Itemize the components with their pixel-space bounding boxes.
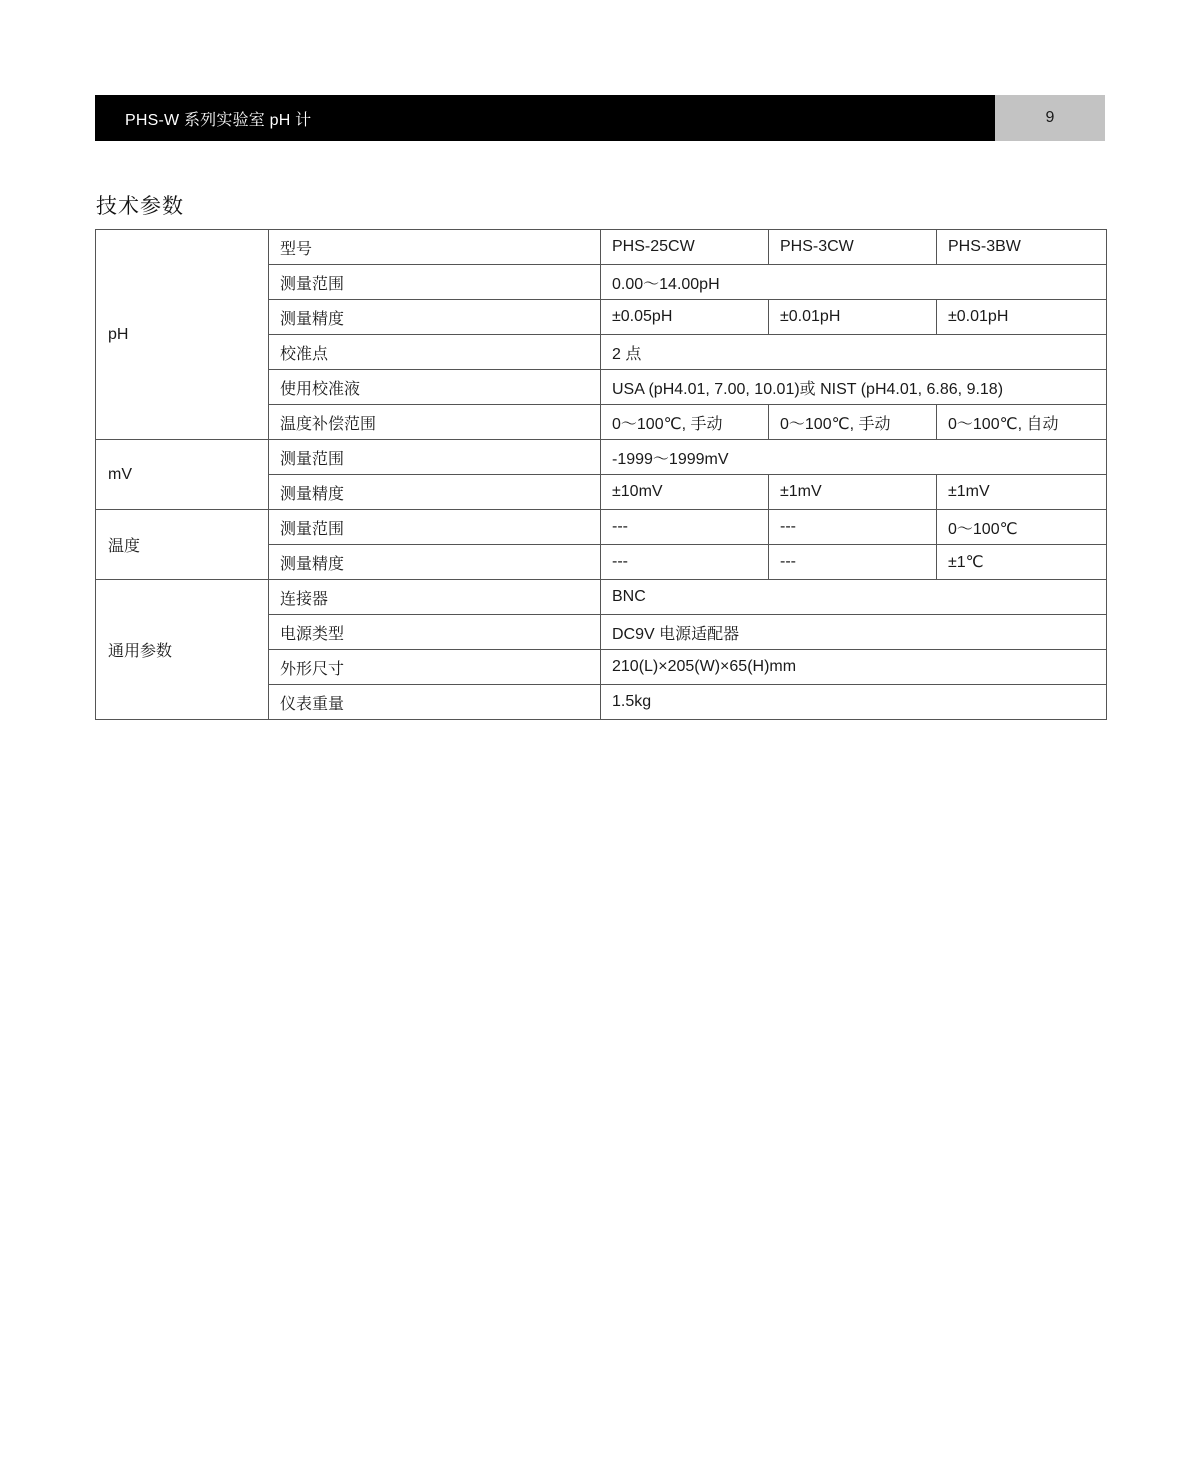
cell-value: BNC — [601, 580, 1107, 615]
row-label: 测量范围 — [269, 440, 601, 475]
header-page-area — [995, 95, 1105, 141]
table-row — [96, 230, 1107, 265]
cell-value: 0～100℃, 手动 — [769, 405, 937, 440]
cell-value: ±1mV — [937, 475, 1107, 510]
cell-value: USA (pH4.01, 7.00, 10.01)或 NIST (pH4.01, 6.86, 9.18) — [601, 370, 1107, 405]
cell-value: 2 点 — [601, 335, 1107, 370]
cell-value: --- — [769, 510, 937, 545]
page-header — [95, 95, 1105, 141]
row-label: 温度补偿范围 — [269, 405, 601, 440]
row-label: 测量精度 — [269, 475, 601, 510]
cell-value: 0.00～14.00pH — [601, 265, 1107, 300]
cell-value: 0～100℃ — [937, 510, 1107, 545]
row-label: 测量范围 — [269, 510, 601, 545]
cell-value: PHS-3CW — [769, 230, 937, 265]
row-label: 外形尺寸 — [269, 650, 601, 685]
row-label: 仪表重量 — [269, 685, 601, 720]
group-label-mv: mV — [96, 440, 269, 510]
row-label: 使用校准液 — [269, 370, 601, 405]
table-row — [96, 440, 1107, 475]
cell-value: ±0.01pH — [769, 300, 937, 335]
row-label: 测量精度 — [269, 300, 601, 335]
cell-value: 0～100℃, 自动 — [937, 405, 1107, 440]
cell-value: ±0.01pH — [937, 300, 1107, 335]
cell-value: ±0.05pH — [601, 300, 769, 335]
row-label: 连接器 — [269, 580, 601, 615]
row-label: 型号 — [269, 230, 601, 265]
spec-table — [95, 229, 1107, 720]
cell-value: DC9V 电源适配器 — [601, 615, 1107, 650]
table-row — [96, 510, 1107, 545]
group-label-temperature: 温度 — [96, 510, 269, 580]
row-label: 校准点 — [269, 335, 601, 370]
cell-value: --- — [601, 545, 769, 580]
header-title: PHS-W 系列实验室 pH 计 — [125, 111, 312, 129]
cell-value: ±1℃ — [937, 545, 1107, 580]
cell-value: --- — [769, 545, 937, 580]
cell-value: -1999～1999mV — [601, 440, 1107, 475]
cell-value: --- — [601, 510, 769, 545]
row-label: 测量范围 — [269, 265, 601, 300]
row-label: 测量精度 — [269, 545, 601, 580]
page-number: 9 — [1045, 109, 1055, 126]
group-label-general: 通用参数 — [96, 580, 269, 720]
header-title-area — [95, 95, 995, 141]
group-label-ph: pH — [96, 230, 269, 440]
section-title: 技术参数 — [96, 195, 184, 218]
cell-value: 0～100℃, 手动 — [601, 405, 769, 440]
table-row — [96, 580, 1107, 615]
cell-value: ±10mV — [601, 475, 769, 510]
row-label: 电源类型 — [269, 615, 601, 650]
cell-value: PHS-3BW — [937, 230, 1107, 265]
cell-value: ±1mV — [769, 475, 937, 510]
cell-value: 210(L)×205(W)×65(H)mm — [601, 650, 1107, 685]
cell-value: PHS-25CW — [601, 230, 769, 265]
cell-value: 1.5kg — [601, 685, 1107, 720]
